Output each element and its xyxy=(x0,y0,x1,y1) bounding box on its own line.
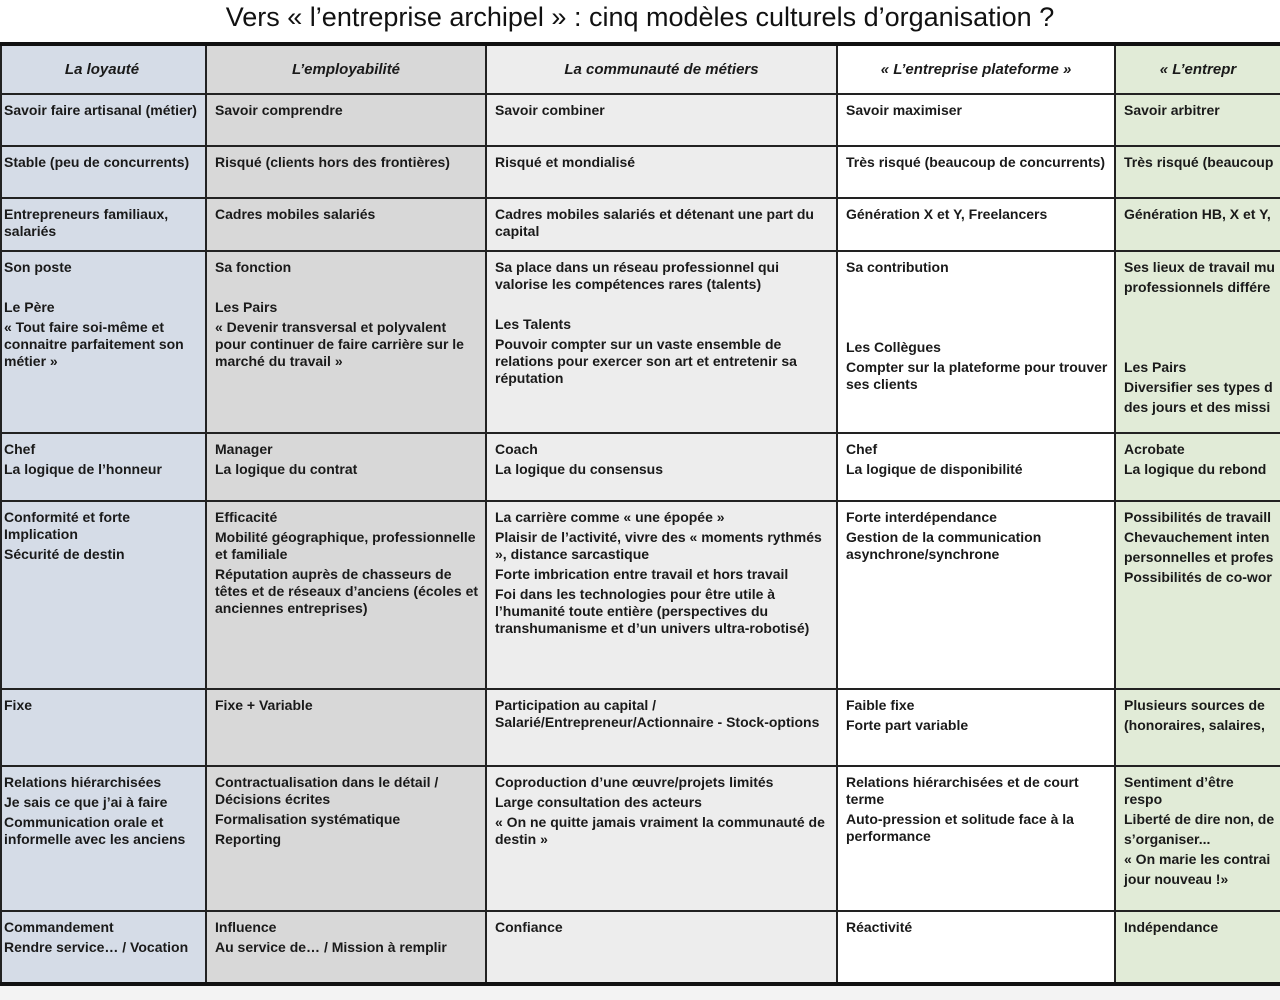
cell-text: personnelles et profes xyxy=(1124,549,1274,565)
cell-text: La logique du consensus xyxy=(495,461,664,477)
cell-text: « Tout faire soi-même et connaitre parfaitement son métier » xyxy=(4,319,184,369)
cell-text: Possibilités de travaill xyxy=(1124,509,1272,525)
cell-text: Ses lieux de travail mu xyxy=(1124,259,1275,275)
cell-text: Mobilité géographique, professionnelle et familiale xyxy=(215,529,476,562)
table-cell xyxy=(1115,501,1280,689)
table-cell xyxy=(1115,433,1280,501)
culture-models-table xyxy=(0,42,1280,986)
table-body xyxy=(1,94,1280,984)
cell-text: Sa contribution xyxy=(846,259,949,275)
cell-text: Savoir comprendre xyxy=(215,102,343,118)
table-cell xyxy=(206,146,486,198)
cell-text xyxy=(846,319,1109,336)
table-cell xyxy=(486,433,837,501)
cell-text: Relations hiérarchisées xyxy=(4,774,162,790)
cell-text: Confiance xyxy=(495,919,563,935)
table-cell xyxy=(486,501,837,689)
cell-text: Les Talents xyxy=(495,316,571,332)
cell-text: Acrobate xyxy=(1124,441,1185,457)
cell-text: des jours et des missi xyxy=(1124,399,1271,415)
cell-text: Gestion de la communication asynchrone/synchrone xyxy=(846,529,1042,562)
cell-text: Son poste xyxy=(4,259,72,275)
cell-text: Les Pairs xyxy=(215,299,278,315)
header-employabilite: L’employabilité xyxy=(206,44,486,94)
table-row xyxy=(1,251,1280,433)
cell-text: Génération HB, X et Y, xyxy=(1124,206,1271,222)
cell-text: Savoir faire artisanal (métier) xyxy=(4,102,197,118)
cell-text: Indépendance xyxy=(1124,919,1219,935)
table-cell xyxy=(837,433,1115,501)
table-row xyxy=(1,146,1280,198)
cell-text: Savoir combiner xyxy=(495,102,605,118)
cell-text: Participation au capital / Salarié/Entrepreneur/Actionnaire - Stock-options xyxy=(495,697,820,730)
cell-text: Possibilités de co-wor xyxy=(1124,569,1272,585)
cell-text: Manager xyxy=(215,441,273,457)
table-row xyxy=(1,766,1280,911)
cell-text: La logique de l’honneur xyxy=(4,461,162,477)
table-cell xyxy=(1,251,206,433)
table-cell xyxy=(1115,198,1280,251)
cell-text: Savoir arbitrer xyxy=(1124,102,1220,118)
table-cell xyxy=(1115,911,1280,984)
cell-text: Rendre service… / Vocation xyxy=(4,939,189,955)
table-row xyxy=(1,198,1280,251)
table-cell xyxy=(486,689,837,766)
cell-text: Cadres mobiles salariés xyxy=(215,206,376,222)
cell-text: Communication orale et informelle avec les anciens xyxy=(4,814,186,847)
cell-text: Chef xyxy=(4,441,36,457)
cell-text: Conformité et forte Implication xyxy=(4,509,130,542)
slide-bottom-edge xyxy=(0,986,1280,1000)
table-cell xyxy=(1115,251,1280,433)
cell-text: Relations hiérarchisées et de court terme xyxy=(846,774,1079,807)
cell-text: Sécurité de destin xyxy=(4,546,125,562)
cell-text: (honoraires, salaires, xyxy=(1124,717,1265,733)
table-row xyxy=(1,911,1280,984)
table-cell xyxy=(837,689,1115,766)
table-cell xyxy=(486,911,837,984)
table-row xyxy=(1,689,1280,766)
table-cell xyxy=(837,766,1115,911)
table-cell xyxy=(206,198,486,251)
cell-text xyxy=(846,299,1109,316)
cell-text: Les Pairs xyxy=(1124,359,1187,375)
table-cell xyxy=(837,501,1115,689)
cell-text xyxy=(1124,319,1275,336)
header-loyaute: La loyauté xyxy=(1,44,206,94)
cell-text: Formalisation systématique xyxy=(215,811,401,827)
cell-text: Forte imbrication entre travail et hors travail xyxy=(495,566,789,582)
cell-text xyxy=(215,279,480,296)
cell-text: Génération X et Y, Freelancers xyxy=(846,206,1048,222)
table-row xyxy=(1,433,1280,501)
cell-text xyxy=(4,279,200,296)
header-row xyxy=(1,44,1280,94)
cell-text: Diversifier ses types d xyxy=(1124,379,1273,395)
table-cell xyxy=(206,689,486,766)
cell-text: La logique de disponibilité xyxy=(846,461,1023,477)
table-cell xyxy=(206,911,486,984)
cell-text: Contractualisation dans le détail / Décisions écrites xyxy=(215,774,439,807)
cell-text: Sa fonction xyxy=(215,259,292,275)
cell-text: Je sais ce que j’ai à faire xyxy=(4,794,168,810)
cell-text: Plaisir de l’activité, vivre des « moments rythmés », distance sarcastique xyxy=(495,529,822,562)
cell-text: Réactivité xyxy=(846,919,913,935)
table-cell xyxy=(1,501,206,689)
table-cell xyxy=(1,433,206,501)
cell-text: s’organiser... xyxy=(1124,831,1211,847)
cell-text: Risqué et mondialisé xyxy=(495,154,636,170)
cell-text: Sa place dans un réseau professionnel qui valorise les compétences rares (talents) xyxy=(495,259,779,292)
cell-text: Forte part variable xyxy=(846,717,969,733)
cell-text: Compter sur la plateforme pour trouver ses clients xyxy=(846,359,1108,392)
page-title: Vers « l’entreprise archipel » : cinq modèles culturels d’organisation ? xyxy=(225,2,1055,32)
cell-text: La carrière comme « une épopée » xyxy=(495,509,725,525)
cell-text: Fixe xyxy=(4,697,33,713)
table-cell xyxy=(837,94,1115,146)
table-cell xyxy=(486,94,837,146)
cell-text: Liberté de dire non, de xyxy=(1124,811,1275,827)
cell-text xyxy=(846,279,1109,296)
cell-text: Faible fixe xyxy=(846,697,915,713)
table-row xyxy=(1,94,1280,146)
table-cell xyxy=(1,689,206,766)
cell-text: Entrepreneurs familiaux, salariés xyxy=(4,206,169,239)
cell-text: Plusieurs sources de xyxy=(1124,697,1265,713)
cell-text: Influence xyxy=(215,919,277,935)
cell-text: Auto-pression et solitude face à la performance xyxy=(846,811,1074,844)
cell-text: Stable (peu de concurrents) xyxy=(4,154,190,170)
table-cell xyxy=(837,251,1115,433)
cell-text: Pouvoir compter sur un vaste ensemble de relations pour exercer son art et entretenir sa réputation xyxy=(495,336,797,386)
table-cell xyxy=(1,94,206,146)
cell-text: Coproduction d’une œuvre/projets limités xyxy=(495,774,774,790)
table-cell xyxy=(1,766,206,911)
header-communaute-metiers: La communauté de métiers xyxy=(486,44,837,94)
cell-text: La logique du rebond xyxy=(1124,461,1267,477)
cell-text: Cadres mobiles salariés et détenant une part du capital xyxy=(495,206,814,239)
cell-text: Fixe + Variable xyxy=(215,697,313,713)
cell-text: Risqué (clients hors des frontières) xyxy=(215,154,450,170)
table-cell xyxy=(1115,94,1280,146)
cell-text: Foi dans les technologies pour être utile à l’humanité toute entière (perspectives du transhumanisme et d’un univers ultra-robotisé) xyxy=(495,586,810,636)
table-cell xyxy=(1,911,206,984)
cell-text xyxy=(1124,339,1275,356)
table-cell xyxy=(206,94,486,146)
table-cell xyxy=(486,198,837,251)
table-cell xyxy=(1,198,206,251)
cell-text: « On ne quitte jamais vraiment la communauté de destin » xyxy=(495,814,825,847)
table-cell xyxy=(486,251,837,433)
table-cell xyxy=(486,766,837,911)
table-cell xyxy=(1,146,206,198)
cell-text: « Devenir transversal et polyvalent pour continuer de faire carrière sur le marché du travail » xyxy=(215,319,464,369)
cell-text: « On marie les contrai xyxy=(1124,851,1271,867)
cell-text: Forte interdépendance xyxy=(846,509,997,525)
cell-text: Réputation auprès de chasseurs de têtes et de réseaux d’anciens (écoles et anciennes entreprises) xyxy=(215,566,479,616)
cell-text xyxy=(1124,299,1275,316)
cell-text: Large consultation des acteurs xyxy=(495,794,702,810)
cell-text: Sentiment d’être respo xyxy=(1124,774,1234,807)
table-cell xyxy=(1115,146,1280,198)
cell-text: Reporting xyxy=(215,831,282,847)
table-cell xyxy=(837,911,1115,984)
table-cell xyxy=(1115,689,1280,766)
table-cell xyxy=(206,766,486,911)
cell-text: Très risqué (beaucoup xyxy=(1124,154,1274,170)
cell-text: La logique du contrat xyxy=(215,461,358,477)
cell-text: Savoir maximiser xyxy=(846,102,962,118)
table-cell xyxy=(206,501,486,689)
table-row xyxy=(1,501,1280,689)
table-cell xyxy=(206,433,486,501)
header-entreprise-plateforme: « L’entreprise plateforme » xyxy=(837,44,1115,94)
table-cell xyxy=(837,146,1115,198)
cell-text: Le Père xyxy=(4,299,55,315)
cell-text: Très risqué (beaucoup de concurrents) xyxy=(846,154,1106,170)
cell-text: Chevauchement inten xyxy=(1124,529,1270,545)
cell-text: Chef xyxy=(846,441,878,457)
table-cell xyxy=(1115,766,1280,911)
cell-text: Commandement xyxy=(4,919,114,935)
cell-text: Coach xyxy=(495,441,538,457)
cell-text xyxy=(495,296,831,313)
cell-text: Les Collègues xyxy=(846,339,941,355)
header-entreprise-archipel: « L’entrepr xyxy=(1115,44,1280,94)
table-cell xyxy=(206,251,486,433)
cell-text: Efficacité xyxy=(215,509,278,525)
cell-text: professionnels différe xyxy=(1124,279,1271,295)
cell-text: Au service de… / Mission à remplir xyxy=(215,939,447,955)
table-cell xyxy=(837,198,1115,251)
cell-text: jour nouveau !» xyxy=(1124,871,1229,887)
table-cell xyxy=(486,146,837,198)
